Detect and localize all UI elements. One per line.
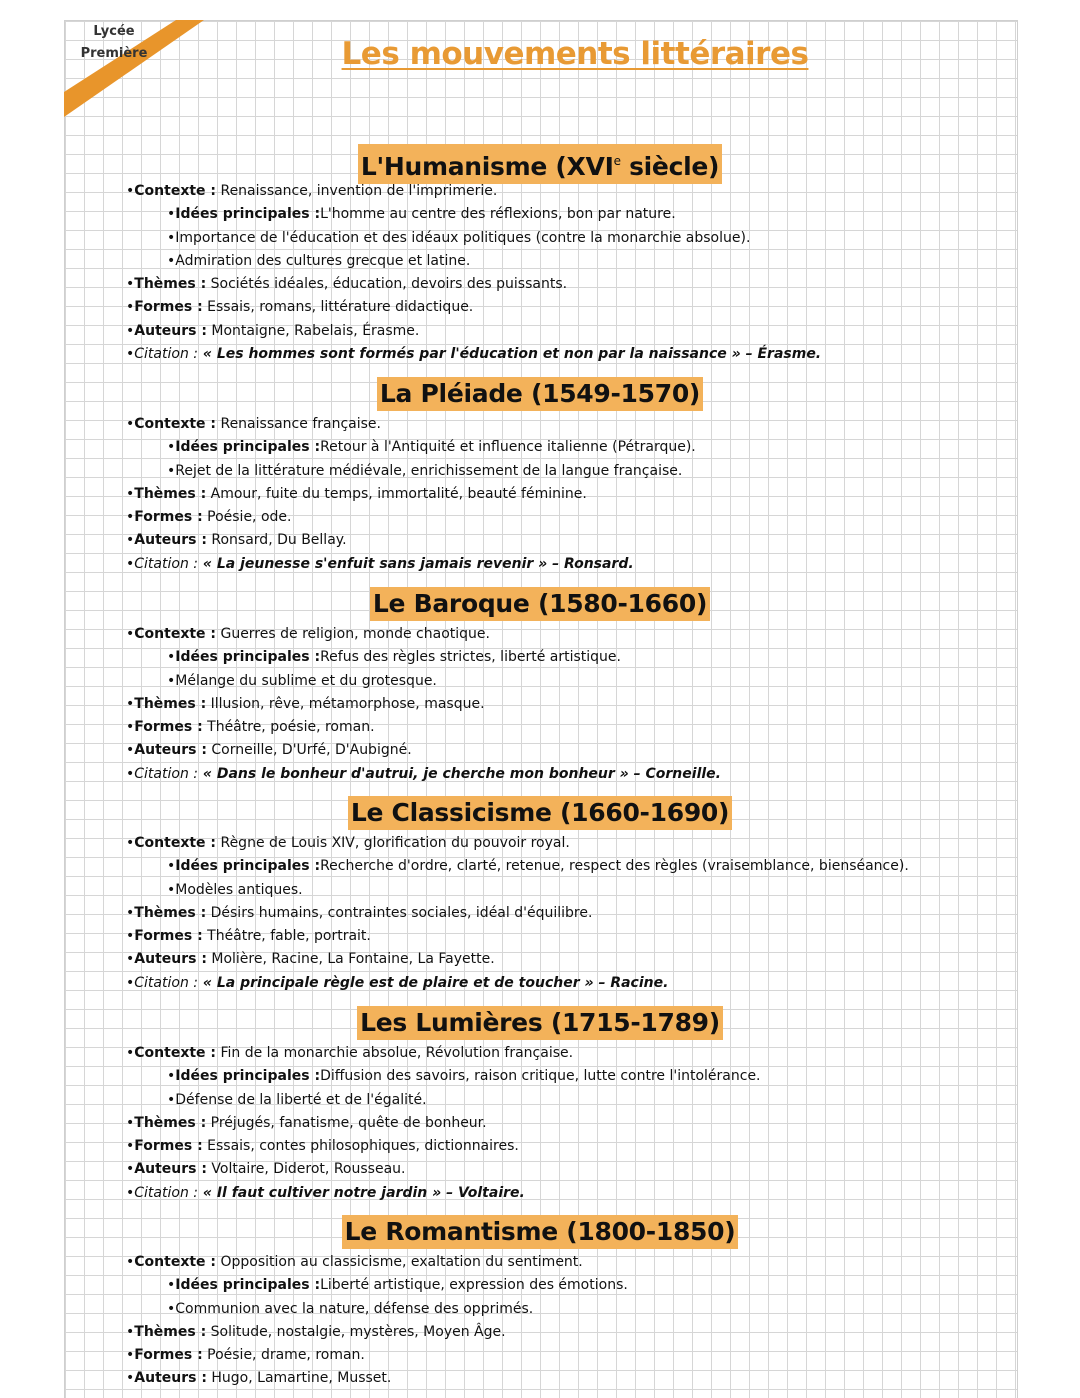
authors-line: •Auteurs : Hugo, Lamartine, Musset. <box>126 1370 392 1387</box>
context-line: •Contexte : Renaissance française. <box>126 416 381 432</box>
themes-line: •Thèmes : Amour, fuite du temps, immortalité, beauté féminine. <box>126 485 587 502</box>
themes-line: •Thèmes : Préjugés, fanatisme, quête de bonheur. <box>126 1114 487 1131</box>
section-title: Le Romantisme (1800-1850) <box>342 1215 739 1249</box>
ideas-line: •Idées principales :Liberté artistique, expression des émotions. <box>167 1277 628 1294</box>
forms-line: •Formes : Poésie, drame, roman. <box>126 1347 365 1364</box>
forms-line: •Formes : Essais, contes philosophiques, dictionnaires. <box>126 1138 519 1155</box>
section-title: L'Humanisme (XVIe siècle) <box>358 144 722 184</box>
authors-line: •Auteurs : Voltaire, Diderot, Rousseau. <box>126 1161 406 1178</box>
section-lumieres <box>0 1006 1080 1205</box>
corner-label-class: Première <box>80 46 148 61</box>
forms-line: •Formes : Théâtre, poésie, roman. <box>126 719 375 736</box>
ideas-sub-line: •Communion avec la nature, défense des opprimés. <box>167 1300 534 1317</box>
page-title: Les mouvements littéraires <box>341 36 809 72</box>
section-title: Le Baroque (1580-1660) <box>370 587 710 621</box>
section-baroque <box>0 587 1080 786</box>
section-title: Le Classicisme (1660-1690) <box>348 796 732 830</box>
section-title: Les Lumières (1715-1789) <box>357 1006 723 1040</box>
context-line: •Contexte : Guerres de religion, monde chaotique. <box>126 626 490 642</box>
citation-line: •Citation : « Dans le bonheur d'autrui, je cherche mon bonheur » – Corneille. <box>126 765 721 782</box>
citation-line: •Citation : « La principale règle est de plaire et de toucher » – Racine. <box>126 974 669 991</box>
ideas-line: •Idées principales :Refus des règles strictes, liberté artistique. <box>167 649 621 666</box>
themes-line: •Thèmes : Illusion, rêve, métamorphose, masque. <box>126 695 485 712</box>
ideas-sub-line: •Rejet de la littérature médiévale, enrichissement de la langue française. <box>167 462 683 479</box>
ideas-sub-line: •Défense de la liberté et de l'égalité. <box>167 1091 427 1108</box>
section-romantisme <box>0 1215 1080 1391</box>
citation-line: •Citation : « Il faut cultiver notre jardin » – Voltaire. <box>126 1184 525 1201</box>
ideas-sub-line: •Importance de l'éducation et des idéaux politiques (contre la monarchie absolue). <box>167 229 751 246</box>
themes-line: •Thèmes : Sociétés idéales, éducation, devoirs des puissants. <box>126 276 568 293</box>
forms-line: •Formes : Poésie, ode. <box>126 509 292 526</box>
themes-line: •Thèmes : Solitude, nostalgie, mystères, Moyen Âge. <box>126 1323 506 1340</box>
section-classicisme <box>0 796 1080 995</box>
context-line: •Contexte : Règne de Louis XIV, glorification du pouvoir royal. <box>126 835 570 851</box>
forms-line: •Formes : Théâtre, fable, portrait. <box>126 928 371 945</box>
ideas-sub-line: •Modèles antiques. <box>167 881 303 898</box>
section-title: La Pléiade (1549-1570) <box>377 377 703 411</box>
authors-line: •Auteurs : Corneille, D'Urfé, D'Aubigné. <box>126 742 412 759</box>
authors-line: •Auteurs : Montaigne, Rabelais, Érasme. <box>126 322 420 339</box>
context-line: •Contexte : Renaissance, invention de l'imprimerie. <box>126 183 498 199</box>
ideas-line: •Idées principales :Diffusion des savoirs, raison critique, lutte contre l'intolérance. <box>167 1068 761 1085</box>
authors-line: •Auteurs : Molière, Racine, La Fontaine, La Fayette. <box>126 951 495 968</box>
forms-line: •Formes : Essais, romans, littérature didactique. <box>126 299 474 316</box>
ideas-sub-line: •Mélange du sublime et du grotesque. <box>167 672 437 689</box>
themes-line: •Thèmes : Désirs humains, contraintes sociales, idéal d'équilibre. <box>126 904 593 921</box>
ideas-line: •Idées principales :Recherche d'ordre, clarté, retenue, respect des règles (vraisemblance, bienséance). <box>167 858 909 875</box>
authors-line: •Auteurs : Ronsard, Du Bellay. <box>126 532 347 549</box>
citation-line: •Citation : « Les hommes sont formés par l'éducation et non par la naissance » – Érasme. <box>126 346 822 363</box>
ideas-sub-line: •Admiration des cultures grecque et latine. <box>167 252 471 269</box>
section-humanisme <box>0 144 1080 366</box>
context-line: •Contexte : Opposition au classicisme, exaltation du sentiment. <box>126 1254 583 1270</box>
citation-line: •Citation : « La jeunesse s'enfuit sans jamais revenir » – Ronsard. <box>126 555 634 572</box>
corner-label-level: Lycée <box>93 24 135 39</box>
ideas-line: •Idées principales :Retour à l'Antiquité et influence italienne (Pétrarque). <box>167 439 696 456</box>
ideas-line: •Idées principales :L'homme au centre des réflexions, bon par nature. <box>167 206 676 223</box>
context-line: •Contexte : Fin de la monarchie absolue, Révolution française. <box>126 1045 574 1061</box>
section-pleiade <box>0 377 1080 576</box>
